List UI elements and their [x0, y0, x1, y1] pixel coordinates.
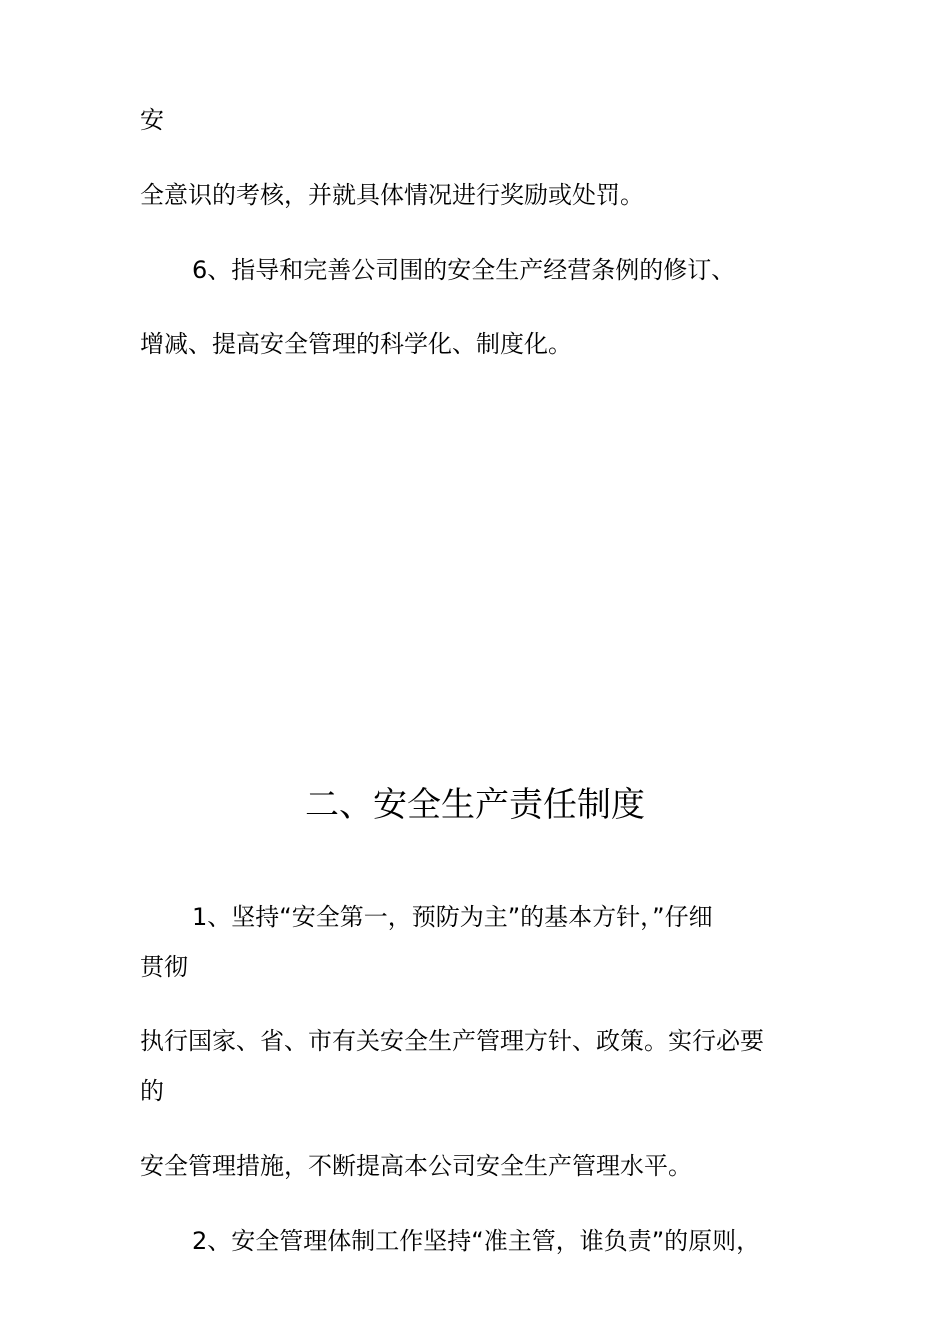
list-item-1-continuation: 执行国家、省、市有关安全生产管理方针、政策。实行必要 [140, 1027, 764, 1055]
section-heading: 二、安全生产责任制度 [305, 785, 645, 825]
list-item-6-continuation: 增减、提高安全管理的科学化、制度化。 [140, 330, 572, 358]
paragraph-line: 全意识的考核，并就具体情况进行奖励或处罚。 [140, 181, 644, 209]
list-item-1-continuation: 的 [140, 1077, 164, 1105]
list-item-1-continuation: 贯彻 [140, 953, 188, 981]
list-item-1-line: 1、坚持“安全第一，预防为主”的基本方针，”仔细 [192, 903, 713, 931]
list-item-6-line: 6、指导和完善公司围的安全生产经营条例的修订、 [192, 256, 736, 284]
paragraph-line: 安 [140, 106, 164, 134]
list-item-1-continuation: 安全管理措施，不断提高本公司安全生产管理水平。 [140, 1152, 692, 1180]
list-item-2-line: 2、安全管理体制工作坚持“准主管，谁负责”的原则， [192, 1227, 761, 1255]
